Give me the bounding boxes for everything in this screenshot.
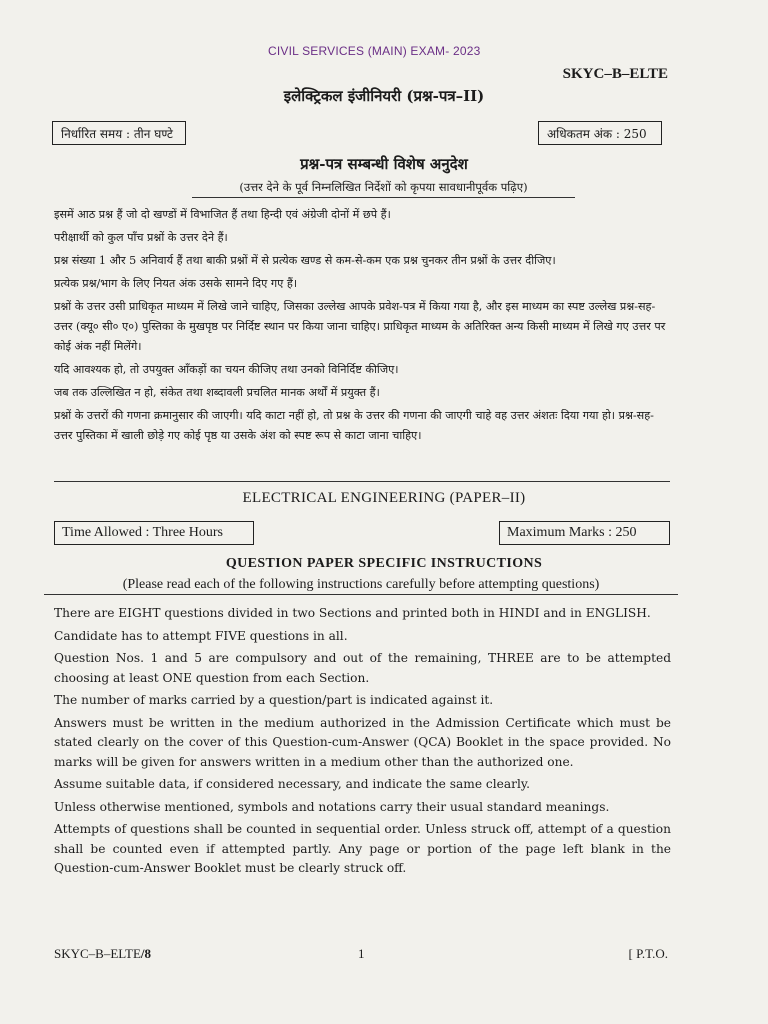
hindi-instructions-heading: प्रश्न-पत्र सम्बन्धी विशेष अनुदेश (300, 155, 468, 173)
hindi-instructions-list (54, 205, 670, 449)
footer-code-suffix: /8 (140, 946, 152, 961)
english-instruction: Question Nos. 1 and 5 are compulsory and out of the remaining, THREE are to be attempted choosing at least ONE question from each Section. (54, 651, 671, 685)
english-paper-title: ELECTRICAL ENGINEERING (PAPER–II) (242, 490, 526, 506)
hindi-instruction: प्रश्न संख्या 1 और 5 अनिवार्य हैं तथा बाकी प्रश्नों में से प्रत्येक खण्ड से कम-से-कम एक प्रश्न चुनकर तीन प्रश्नों के उत्तर दीजिए। (54, 254, 556, 267)
section-divider (54, 481, 670, 482)
english-instructions-list (54, 604, 671, 882)
hindi-instruction: प्रश्नों के उत्तरों की गणना क्रमानुसार की जाएगी। यदि काटा नहीं हो, तो प्रश्न के उत्तर की गणना की जाएगी चाहे वह उत्तर अंशतः दिया गया हो। प्रश्न-सह-उत्तर पुस्तिका में खाली छोड़े गए कोई पृष्ठ या उसके अंश को स्पष्ट रूप से काटा जाना चाहिए। (54, 409, 654, 442)
hindi-instruction: प्रश्नों के उत्तर उसी प्राधिकृत माध्यम में लिखे जाने चाहिए, जिसका उल्लेख आपके प्रवेश-पत्र में किया गया है, और इस माध्यम का स्पष्ट उल्लेख प्रश्न-सह-उत्तर (क्यू० सी० ए०) पुस्तिका के मुखपृष्ठ पर निर्दिष्ट स्थान पर किया जाना चाहिए। प्राधिकृत माध्यम के अतिरिक्त अन्य किसी माध्यम में लिखे गए उत्तर पर कोई अंक नहीं मिलेंगे। (54, 300, 666, 353)
english-instruction: Unless otherwise mentioned, symbols and notations carry their usual standard meanings. (54, 799, 610, 814)
hindi-instruction: यदि आवश्यक हो, तो उपयुक्त आँकड़ों का चयन कीजिए तथा उनको विनिर्दिष्ट कीजिए। (54, 363, 399, 376)
hindi-time-box: निर्धारित समय : तीन घण्टे (52, 121, 186, 145)
page-number: 1 (358, 946, 365, 961)
english-instruction: The number of marks carried by a question/part is indicated against it. (54, 693, 494, 707)
footer-paper-code (54, 946, 151, 962)
english-instruction: Attempts of questions shall be counted in sequential order. Unless struck off, attempt of a question shall be counted even if attempted partly. Any page or portion of the page left blank in the Question-cum-Answer Booklet must be clearly struck off. (54, 822, 671, 875)
hindi-paper-title: इलेक्ट्रिकल इंजीनियरी (प्रश्न-पत्र–II) (283, 87, 485, 105)
english-instruction: Answers must be written in the medium authorized in the Admission Certificate which must be stated clearly on the cover of this Question-cum-Answer (QCA) Booklet in the space provided. No marks will be given for answers written in a medium other than the authorized one. (54, 715, 671, 769)
hindi-marks-box: अधिकतम अंक : 250 (538, 121, 662, 145)
english-marks-box: Maximum Marks : 250 (499, 521, 670, 545)
hindi-instruction: इसमें आठ प्रश्न हैं जो दो खण्डों में विभाजित हैं तथा हिन्दी एवं अंग्रेजी दोनों में छपे हैं। (54, 208, 391, 221)
english-instruction: Assume suitable data, if considered necessary, and indicate the same clearly. (54, 777, 530, 791)
hindi-instruction: परीक्षार्थी को कुल पाँच प्रश्नों के उत्तर देने हैं। (54, 231, 228, 244)
english-instructions-subheading: (Please read each of the following instructions carefully before attempting questions) (44, 577, 678, 595)
english-instruction: There are EIGHT questions divided in two Sections and printed both in HINDI and in ENGLISH. (54, 606, 651, 620)
english-instructions-heading: QUESTION PAPER SPECIFIC INSTRUCTIONS (225, 556, 543, 571)
hindi-instruction: प्रत्येक प्रश्न/भाग के लिए नियत अंक उसके सामने दिए गए हैं। (54, 277, 298, 290)
pto-label: [ P.T.O. (628, 946, 668, 961)
english-instruction: Candidate has to attempt FIVE questions in all. (54, 628, 348, 643)
english-time-box: Time Allowed : Three Hours (54, 521, 254, 545)
footer-code-text: SKYC–B–ELTE (54, 946, 141, 961)
hindi-instruction: जब तक उल्लिखित न हो, संकेत तथा शब्दावली प्रचलित मानक अर्थों में प्रयुक्त हैं। (54, 386, 380, 399)
exam-banner: CIVIL SERVICES (MAIN) EXAM- 2023 (268, 44, 481, 58)
paper-code: SKYC–B–ELTE (562, 66, 668, 82)
hindi-instructions-subheading: (उत्तर देने के पूर्व निम्नलिखित निर्देशों को कृपया सावधानीपूर्वक पढ़िए) (192, 180, 575, 198)
